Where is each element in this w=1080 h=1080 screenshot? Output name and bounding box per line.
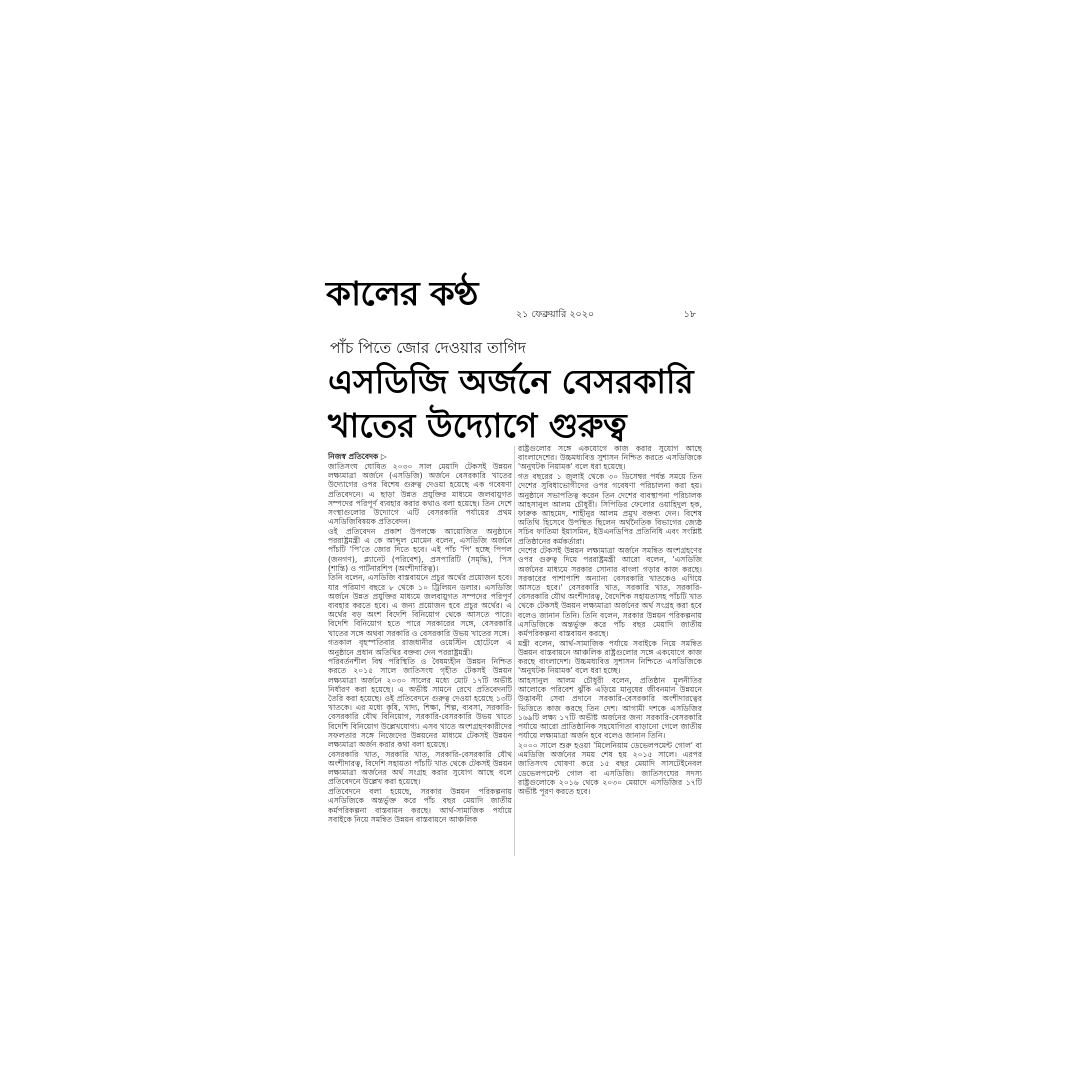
column-1-paragraph: প্রতিবেদনে বলা হয়েছে, সরকার উন্নয়ন পরিকল্পনায় এসডিজিকে অন্তর্ভুক্ত করে পাঁচ বছর মেয়াদি জাতীয় কর্মপরিকল্পনা বাস্তবায়ন করছে। আর্থ-সামাজিক পর্যায়ে সবাইকে নিয়ে সমন্বিত উন্নয়ন বাস্তবায়নে আঞ্চলিক	[328, 787, 512, 824]
column-2-paragraph: মন্ত্রী বলেন, আর্থ-সামাজিক পর্যায়ে সবাইকে নিয়ে সমন্বিত উন্নয়ন বাস্তবায়নে আঞ্চলিক রাষ্ট্রগুলোর সঙ্গে একযোগে কাজ করছে বাংলাদেশ। উচ্চমধ্যবিত্ত সুশাসন নিশ্চিতে এসডিজিকে 'অনুঘটক নিয়ামক' বলে ধরা হচ্ছে।	[518, 638, 702, 676]
page-number: ১৮	[683, 309, 696, 320]
column-1-paragraph: বেসরকারি খাত, সরকারি খাত, সরকারি-বেসরকারি যৌথ অংশীদারত্ব, বিদেশি সহায়তা পাঁচটি খাত থেকে টেকসই উন্নয়ন লক্ষ্যমাত্রা অর্জনের অর্থ সংগ্রহ করার সুযোগ আছে বলে প্রতিবেদনে উল্লেখ করা হয়েছে।	[328, 749, 512, 787]
masthead	[326, 272, 710, 318]
column-2-paragraph: দেশের টেকসই উন্নয়ন লক্ষ্যমাত্রা অর্জনে সমন্বিত অংশগ্রহণের ওপর গুরুত্ব দিয়ে পররাষ্ট্রমন্ত্রী আরো বলেন, 'এসডিজি অর্জনের মাধ্যমে সরকার সোনার বাংলা গড়ার কাজ করছে। সরকারের পাশাপাশি অন্যান্য বেসরকারি খাতকেও এগিয়ে আসতে হবে।' বেসরকারি খাত, সরকারি খাত, সরকারি-বেসরকারি যৌথ অংশীদারত্ব, বৈদেশিক সহায়তাসহ পাঁচটি খাত থেকে টেকসই উন্নয়ন লক্ষ্যমাত্রা অর্জনের অর্থ সংগ্রহ করা হবে বলেও জানান তিনি। তিনি বলেন, সরকার উন্নয়ন পরিকল্পনায় এসডিজিকে অন্তর্ভুক্ত করে পাঁচ বছর মেয়াদি জাতীয় কর্মপরিকল্পনা বাস্তবায়ন করছে।	[518, 546, 702, 639]
article-headline	[328, 360, 708, 448]
article-column-1	[328, 462, 512, 862]
column-1-paragraph: ওই প্রতিবেদন প্রকাশ উপলক্ষে আয়োজিত অনুষ্ঠানে পররাষ্ট্রমন্ত্রী এ কে আব্দুল মোমেন বলেন, এসডিজি অর্জনে পাঁচটি 'পি'তে জোর দিতে হবে। এই পাঁচ 'পি' হচ্ছে পিপল (জনগণ), প্ল্যানেট (পরিবেশ), প্রসপারিটি (সমৃদ্ধি), পিস (শান্তি) ও পার্টনারশিপ (অংশীদারিত্ব)।	[328, 526, 512, 573]
column-1-paragraph: জাতিসংঘ ঘোষিত ২০৩০ সাল মেয়াদি টেকসই উন্নয়ন লক্ষ্যমাত্রা অর্জনে (এসডিজি) অর্জনে বেসরকারি খাতের উদ্যোগের ওপর বিশেষ গুরুত্ব দেওয়া হয়েছে এক গবেষণা প্রতিবেদনে। এ ছাড়া উন্নত প্রযুক্তির মাধ্যমে জলবায়ুগত সম্পদের পরিপূর্ণ ব্যবহার করার কথাও বলা হয়েছে। তিন দেশে সংস্থাগুলোর উদ্যোগে এটি বেসরকারি পর্যায়ের প্রথম এসডিজিবিষয়ক প্রতিবেদন।	[328, 462, 512, 527]
article-byline: নিজস্ব প্রতিবেদক ▷	[328, 452, 387, 461]
column-2-paragraph: ২০০০ সালে শুরু হওয়া 'মিলেনিয়াম ডেভেলপমেন্ট গোল' বা এমডিজি অর্জনের সময় শেষ হয় ২০১৫ সালে। এরপর জাতিসংঘ ঘোষণা করে ১৫ বছর মেয়াদি সাসটেইনেবল ডেভেলপমেন্ট গোল বা এসডিজি। জাতিসংঘের সদস্য রাষ্ট্রগুলোকে ২০১৬ থেকে ২০৩০ মেয়াদে এসডিজির ১৭টি অভীষ্ট পূরণ করতে হবে।	[518, 741, 702, 797]
headline-line-1: এসডিজি অর্জনে বেসরকারি	[328, 362, 694, 401]
column-1-paragraph: তিনি বলেন, এসডিজি বাস্তবায়নে প্রচুর অর্থের প্রয়োজন হবে। যার পরিমাণ বছরে ৮ থেকে ১০ ট্রিলিয়ন ডলার। এসডিজি অর্জনে উন্নত প্রযুক্তির মাধ্যমে জলবায়ুগত সম্পদের পরিপূর্ণ ব্যবহার করতে হবে। এ জন্য প্রয়োজন হবে প্রচুর অর্থের। এ অর্থের বড় অংশ বিদেশি বিনিয়োগ থেকে আসতে পারে। বিদেশি বিনিয়োগ হতে পারে সরকারের সঙ্গে, বেসরকারি খাতের সঙ্গে অথবা সরকারি ও বেসরকারি উভয় খাতের সঙ্গে।	[328, 573, 512, 638]
article-column-2	[518, 444, 702, 864]
newspaper-clipping	[318, 266, 718, 898]
column-2-paragraph: রাষ্ট্রগুলোর সঙ্গে একযোগে কাজ করার সুযোগ আছে বাংলাদেশের। উচ্চমধ্যবিত্ত সুশাসন নিশ্চিত করতে এসডিজিকে 'অনুঘটক নিয়ামক' বলে ধরা হয়েছে।	[518, 444, 702, 472]
column-2-paragraph: আহসানুল আলম চৌধুরী বলেন, প্রতিষ্ঠান মূলনীতির আলোকে পরিবেশ ঝুঁকি এড়িয়ে মানুষের জীবনমান উন্নয়নে উদ্ভাবনী সেবা প্রদানে সরকারি-বেসরকারি অংশীদারত্বের ভিত্তিতে কাজ করছে তিন দেশ। আগামী দশকে এসডিজির ১৬৯টি লক্ষ্য ১৭টি অভীষ্ট অর্জনের জন্য সরকারি-বেসরকারি পর্যায়ে আরো প্রাতিষ্ঠানিক সহযোগিতা বাড়ানো গেলে জাতীয় পর্যায়ে লক্ষ্যমাত্রা অর্জন হবে বলেও জানান তিনি।	[518, 676, 702, 741]
column-1-paragraph: পরিবর্তনশীল বিশ্ব পরিস্থিতি ও বৈষম্যহীন উন্নয়ন নিশ্চিত করতে ২০১৫ সালে জাতিসংঘ গৃহীত টেকসই উন্নয়ন লক্ষ্যমাত্রা অর্জনে ২০৩০ সালের মধ্যে মোট ১৭টি অভীষ্ট নির্ধারণ করা হয়েছে। এ অভীষ্ট সামনে রেখে প্রতিবেদনটি তৈরি করা হয়েছে। ওই প্রতিবেদনে গুরুত্ব দেওয়া হয়েছে ১৩টি খাতকে। এর মধ্যে কৃষি, খাদ্য, শিক্ষা, শিল্প, ব্যবসা, সরকারি-বেসরকারি যৌথ বিনিয়োগ, সরকারি-বেসরকারি উভয় খাতে বিদেশি বিনিয়োগ উল্লেখযোগ্য। এসব খাতে অংশগ্রহণকারীদের সফলতার সঙ্গে নিজেদের উন্নয়নের মাধ্যমে টেকসই উন্নয়ন লক্ষ্যমাত্রা অর্জন করার কথা বলা হয়েছে।	[328, 657, 512, 750]
headline-line-2: খাতের উদ্যোগে গুরুত্ব	[328, 406, 627, 445]
issue-date: ২১ ফেব্রুয়ারি ২০২০	[516, 309, 595, 320]
column-1-paragraph: গতকাল বৃহস্পতিবার রাজধানীর ওয়েস্টিন হোটেলে এ অনুষ্ঠানে প্রধান অতিথির বক্তব্য দেন পররাষ্ট্রমন্ত্রী।	[328, 638, 512, 657]
newspaper-logo: কালের কণ্ঠ	[326, 274, 478, 313]
article-kicker: পাঁচ পিতে জোর দেওয়ার তাগিদ	[330, 339, 526, 357]
column-divider	[514, 446, 515, 856]
column-2-paragraph: গত বছরের ১ জুলাই থেকে ৩০ ডিসেম্বর পর্যন্ত সময়ে তিন দেশের সুবিধাভোগীদের ওপর গবেষণা পরিচালনা করা হয়। অনুষ্ঠানে সভাপতিত্ব করেন তিন দেশের ব্যবস্থাপনা পরিচালক আহসানুল আলম চৌধুরী। সিপিডির ফেলোর ওয়াহিদুল হক, ফারুক আহমেদ, শাহীনুর আলম প্রমুখ বক্তব্য দেন। বিশেষ অতিথি হিসেবে উপস্থিত ছিলেন অর্থনৈতিক বিভাগের জ্যেষ্ঠ সচিব ফাতিমা ইয়াসমিন, ইউএনডিপির প্রতিনিধি এবং সংশ্লিষ্ট প্রতিষ্ঠানের কর্মকর্তারা।	[518, 472, 702, 546]
